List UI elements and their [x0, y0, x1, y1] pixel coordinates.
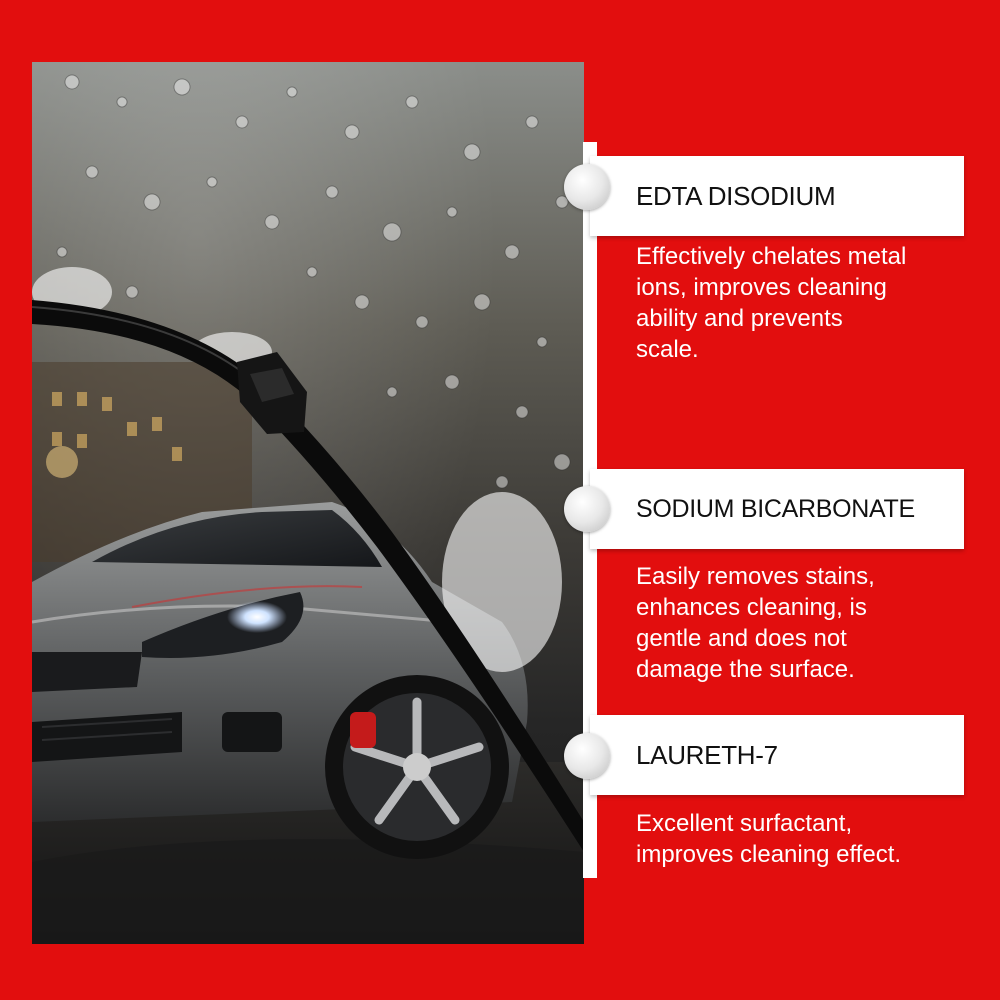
feature-title: SODIUM BICARBONATE: [636, 495, 915, 523]
feature-description: Easily removes stains, enhances cleaning, is gentle and does not damage the surface.: [636, 563, 875, 683]
feature-card-edta: [590, 156, 964, 236]
ring-icon: [564, 733, 610, 779]
ring-icon: [564, 164, 610, 210]
car-scene-illustration: [32, 62, 584, 944]
feature-description: Effectively chelates metal ions, improves cleaning ability and prevents scale.: [636, 243, 907, 363]
ring-icon: [564, 486, 610, 532]
feature-card-laureth: [590, 715, 964, 795]
car-wiper-photo: [32, 62, 584, 944]
feature-description: Excellent surfactant, improves cleaning effect.: [636, 810, 902, 868]
feature-title: EDTA DISODIUM: [636, 181, 836, 211]
feature-title: LAURETH-7: [636, 740, 778, 770]
feature-card-sodium-bicarbonate: [590, 469, 964, 549]
